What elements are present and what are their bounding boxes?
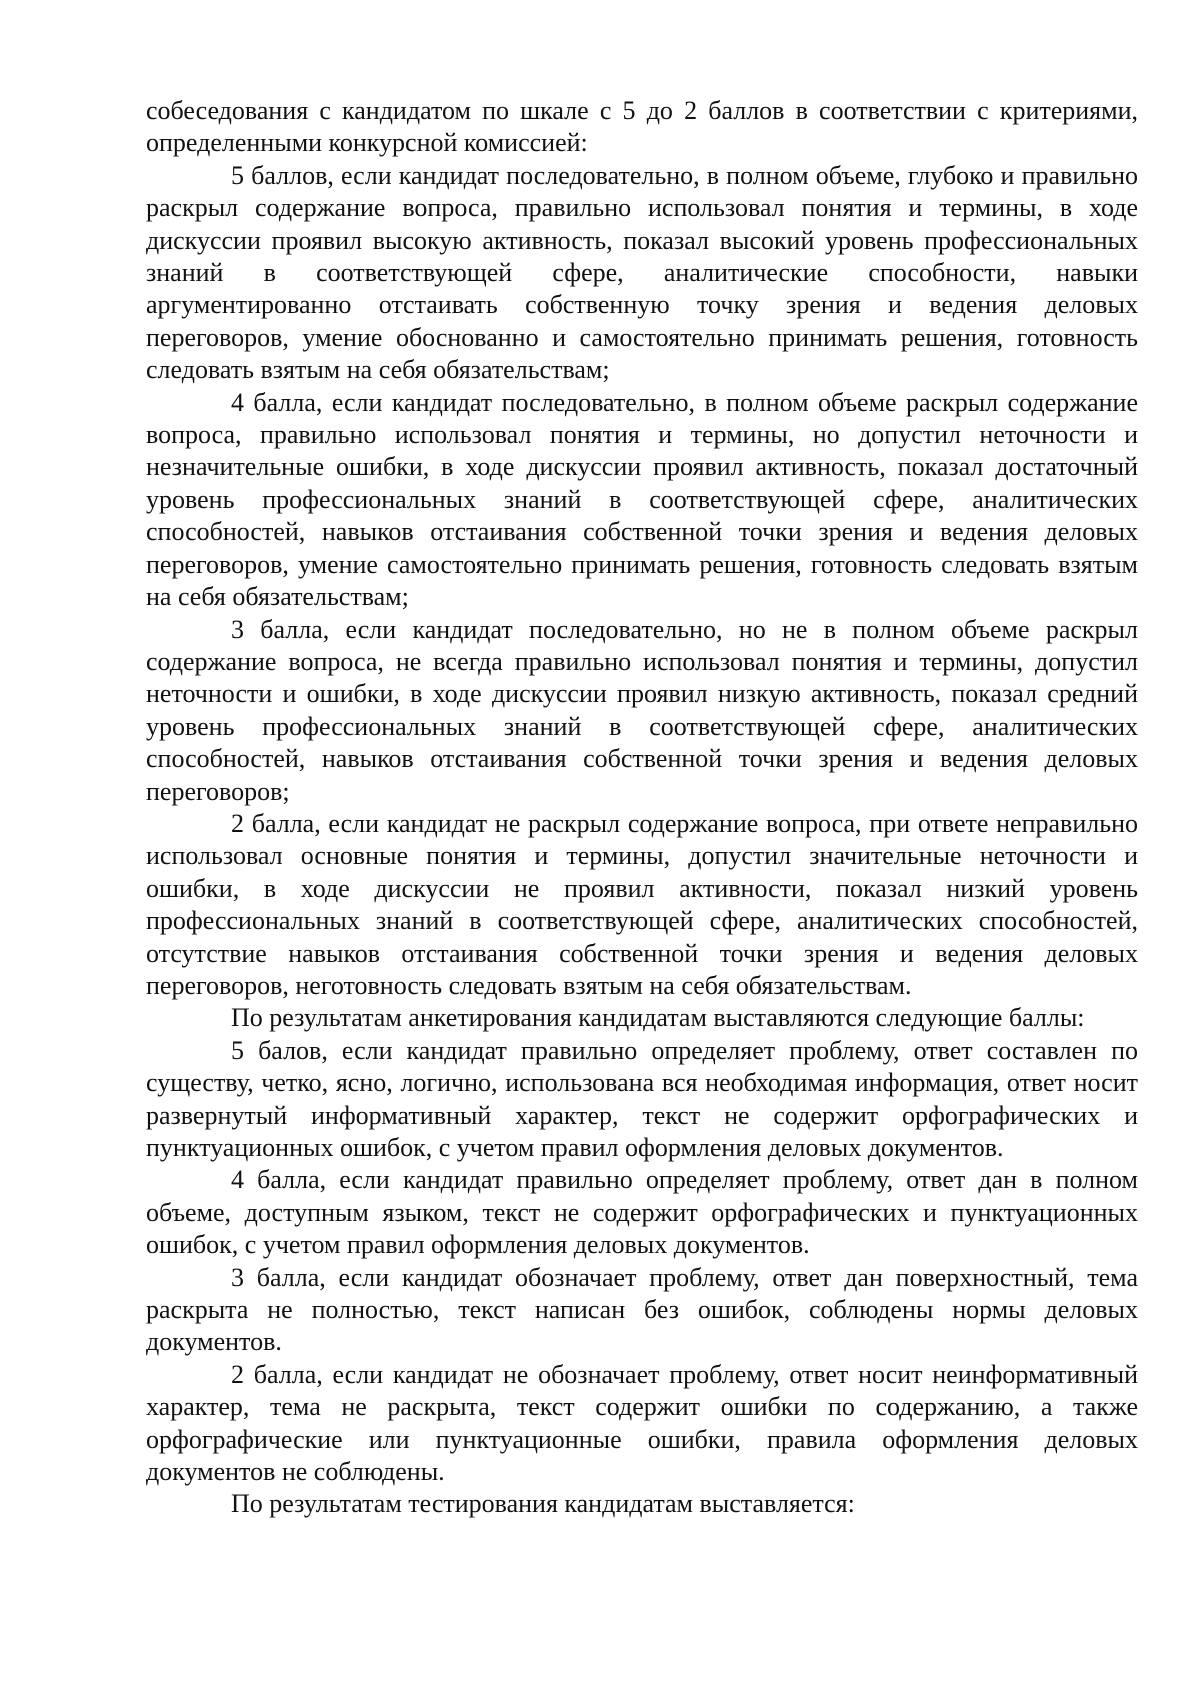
paragraph-survey-5-points: 5 балов, если кандидат правильно определяет проблему, ответ составлен по существу, четко, ясно, логично, использована вся необходимая информация, ответ носит развернутый информативный характер, текст не содержит орфографических и пунктуационных ошибок, с учетом правил оформления деловых документов.	[146, 1035, 1138, 1162]
paragraph-interview-scale: собеседования с кандидатом по шкале с 5 до 2 баллов в соответствии с критериями, определенными конкурсной комиссией:	[146, 96, 1138, 158]
paragraph-interview-2-points: 2 балла, если кандидат не раскрыл содержание вопроса, при ответе неправильно использовал основные понятия и термины, допустил значительные неточности и ошибки, в ходе дискуссии не проявил активности, показал низкий уровень профессиональных знаний в соответствующей сфере, аналитических способностей, отсутствие навыков отстаивания собственной точки зрения и ведения деловых переговоров, неготовность следовать взятым на себя обязательствам.	[146, 808, 1138, 1000]
paragraph-survey-intro: По результатам анкетирования кандидатам выставляются следующие баллы:	[231, 1003, 1085, 1033]
paragraph-testing-intro: По результатам тестирования кандидатам выставляется:	[231, 1489, 855, 1519]
paragraph-survey-2-points: 2 балла, если кандидат не обозначает проблему, ответ носит неинформативный характер, тема не раскрыта, текст содержит ошибки по содержанию, а также орфографические или пунктуационные ошибки, правила оформления деловых документов не соблюдены.	[146, 1359, 1138, 1487]
paragraph-survey-3-points: 3 балла, если кандидат обозначает проблему, ответ дан поверхностный, тема раскрыта не полностью, текст написан без ошибок, соблюдены нормы деловых документов.	[146, 1262, 1138, 1357]
paragraph-interview-4-points: 4 балла, если кандидат последовательно, в полном объеме раскрыл содержание вопроса, правильно использовал понятия и термины, но допустил неточности и незначительные ошибки, в ходе дискуссии проявил активность, показал достаточный уровень профессиональных знаний в соответствующей сфере, аналитических способностей, навыков отстаивания собственной точки зрения и ведения деловых переговоров, умение самостоятельно принимать решения, готовность следовать взятым на себя обязательствам;	[146, 387, 1138, 612]
paragraph-survey-4-points: 4 балла, если кандидат правильно определяет проблему, ответ дан в полном объеме, доступным языком, текст не содержит орфографических и пунктуационных ошибок, с учетом правил оформления деловых документов.	[146, 1165, 1138, 1260]
document-page	[146, 95, 1138, 1521]
paragraph-interview-5-points: 5 баллов, если кандидат последовательно, в полном объеме, глубоко и правильно раскрыл содержание вопроса, правильно использовал понятия и термины, в ходе дискуссии проявил высокую активность, показал высокий уровень профессиональных знаний в соответствующей сфере, аналитические способности, навыки аргументированно отстаивать собственную точку зрения и ведения деловых переговоров, умение обоснованно и самостоятельно принимать решения, готовность следовать взятым на себя обязательствам;	[146, 160, 1138, 385]
paragraph-interview-3-points: 3 балла, если кандидат последовательно, но не в полном объеме раскрыл содержание вопроса, не всегда правильно использовал понятия и термины, допустил неточности и ошибки, в ходе дискуссии проявил низкую активность, показал средний уровень профессиональных знаний в соответствующей сфере, аналитических способностей, навыков отстаивания собственной точки зрения и ведения деловых переговоров;	[146, 614, 1138, 806]
